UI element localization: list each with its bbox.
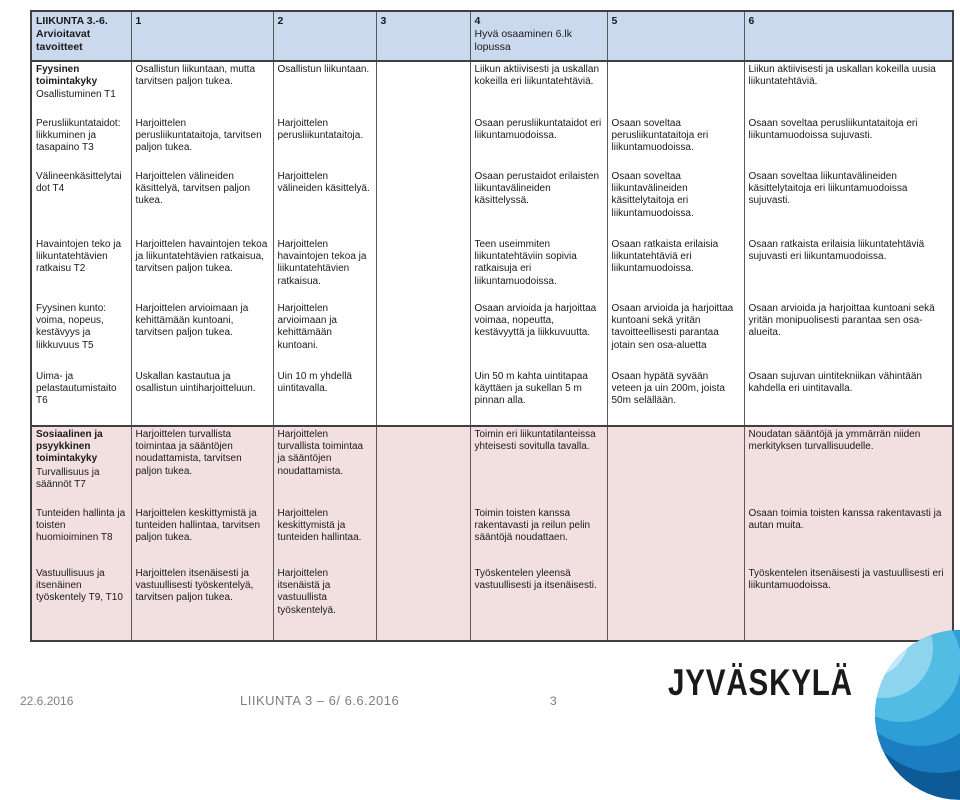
table-cell: Harjoittelen itsenäisesti ja vastuullisesti työskentelyä, tarvitsen paljon tukea. (131, 566, 273, 641)
jyvaskyla-logo-text: JYVÄSKYLÄ (668, 662, 853, 703)
table-header-row (31, 11, 953, 61)
table-cell (607, 566, 744, 641)
objective-label-cell (31, 169, 131, 237)
table-cell: Liikun aktiivisesti ja uskallan kokeilla eri liikuntatehtäviä. (470, 61, 607, 116)
table-cell: Uin 50 m kahta uintitapaa käyttäen ja sukellan 5 m pinnan alla. (470, 369, 607, 426)
header-grade-4-number: 4 (474, 15, 481, 27)
table-row (31, 369, 953, 426)
footer-slide-title: LIIKUNTA 3 – 6/ 6.6.2016 (240, 693, 400, 708)
objective-label: Uima- ja pelastautumistaito T6 (36, 371, 117, 407)
table-cell: Osallistun liikuntaan, mutta tarvitsen paljon tukea. (131, 61, 273, 116)
table-row (31, 61, 953, 116)
table-cell: Osallistun liikuntaan. (273, 61, 376, 116)
page-number: 3 (550, 694, 557, 708)
assessment-table (30, 10, 954, 642)
table-cell: Osaan perusliikuntataidot eri liikuntamuodoissa. (470, 116, 607, 169)
header-grade-5: 5 (607, 11, 744, 61)
table-cell: Osaan soveltaa perusliikuntataitoja eri liikuntamuodoissa sujuvasti. (744, 116, 953, 169)
header-grade-1: 1 (131, 11, 273, 61)
table-cell: Harjoittelen arvioimaan ja kehittämään kuntoani, tarvitsen paljon tukea. (131, 301, 273, 369)
table-row (31, 116, 953, 169)
section-title-social: Sosiaalinen ja psyykkinen toimintakyky (36, 429, 103, 465)
table-cell: Työskentelen itsenäisesti ja vastuullisesti eri liikuntamuodoissa. (744, 566, 953, 641)
objective-label: Fyysinen kunto: voima, nopeus, kestävyys ja liikkuvuus T5 (36, 303, 107, 351)
table-cell (607, 426, 744, 506)
table-cell: Harjoittelen perusliikuntataitoja. (273, 116, 376, 169)
table-cell: Osaan arvioida ja harjoittaa voimaa, nopeutta, kestävyyttä ja liikkuvuutta. (470, 301, 607, 369)
table-row (31, 506, 953, 566)
table-cell: Osaan soveltaa liikuntavälineiden käsittelytaitoja eri liikuntamuodoissa sujuvasti. (744, 169, 953, 237)
table-cell: Harjoittelen välineiden käsittelyä, tarvitsen paljon tukea. (131, 169, 273, 237)
table-row (31, 301, 953, 369)
objective-label-cell (31, 566, 131, 641)
table-cell: Harjoittelen keskittymistä ja tunteiden hallintaa. (273, 506, 376, 566)
table-cell: Harjoittelen perusliikuntataitoja, tarvitsen paljon tukea. (131, 116, 273, 169)
header-grade-4-subtitle: Hyvä osaaminen 6.lk lopussa (474, 27, 572, 53)
objective-label: Osallistuminen T1 (36, 89, 116, 101)
table-cell: Osaan arvioida ja harjoittaa kuntoani sekä yritän monipuolisesti parantaa sen osa-alueita. (744, 301, 953, 369)
objective-label: Havaintojen teko ja liikuntatehtävien ratkaisu T2 (36, 239, 122, 275)
table-cell: Uin 10 m yhdellä uintitavalla. (273, 369, 376, 426)
table-cell: Liikun aktiivisesti ja uskallan kokeilla uusia liikuntatehtäviä. (744, 61, 953, 116)
objective-label: Vastuullisuus ja itsenäinen työskentely T9, T10 (36, 568, 123, 604)
objective-label-cell (31, 506, 131, 566)
header-grade-6: 6 (744, 11, 953, 61)
table-cell: Osaan toimia toisten kanssa rakentavasti ja autan muita. (744, 506, 953, 566)
table-cell: Harjoittelen keskittymistä ja tunteiden hallintaa, tarvitsen paljon tukea. (131, 506, 273, 566)
header-grade-2: 2 (273, 11, 376, 61)
table-cell: Harjoittelen itsenäistä ja vastuullista työskentelyä. (273, 566, 376, 641)
table-cell: Työskentelen yleensä vastuullisesti ja itsenäisesti. (470, 566, 607, 641)
objective-label-cell (31, 301, 131, 369)
table-row (31, 566, 953, 641)
table-row (31, 426, 953, 506)
table-cell: Osaan arvioida ja harjoittaa kuntoani sekä yritän tavoitteellisesti parantaa jotain sen osa-aluetta (607, 301, 744, 369)
section-title-physical: Fyysinen toimintakyky (36, 64, 98, 88)
table-cell: Harjoittelen arvioimaan ja kehittämään kuntoani. (273, 301, 376, 369)
table-cell (376, 237, 470, 301)
table-cell (376, 426, 470, 506)
table-cell: Osaan perustaidot erilaisten liikuntavälineiden käsittelyssä. (470, 169, 607, 237)
table-cell (607, 61, 744, 116)
table-cell: Harjoittelen turvallista toimintaa ja sääntöjen noudattamista, tarvitsen paljon tukea. (131, 426, 273, 506)
table-cell (376, 506, 470, 566)
table-cell: Harjoittelen havaintojen tekoa ja liikuntatehtävien ratkaisua. (273, 237, 376, 301)
table-cell: Uskallan kastautua ja osallistun uintiharjoitteluun. (131, 369, 273, 426)
table-cell (376, 566, 470, 641)
table-cell: Noudatan sääntöjä ja ymmärrän niiden merkityksen turvallisuudelle. (744, 426, 953, 506)
header-grade-4 (470, 11, 607, 61)
table-cell: Toimin eri liikuntatilanteissa yhteisesti sovitulla tavalla. (470, 426, 607, 506)
objective-label-cell (31, 426, 131, 506)
table-cell: Osaan sujuvan uintitekniikan vähintään kahdella eri uintitavalla. (744, 369, 953, 426)
table-row (31, 169, 953, 237)
table-cell (376, 61, 470, 116)
table-cell: Osaan hypätä syvään veteen ja uin 200m, joista 50m selällään. (607, 369, 744, 426)
objective-label-cell (31, 369, 131, 426)
header-grade-3: 3 (376, 11, 470, 61)
jyvaskyla-logo-sphere-icon (875, 630, 960, 800)
table-cell: Harjoittelen turvallista toimintaa ja sääntöjen noudattamista. (273, 426, 376, 506)
table-cell (607, 506, 744, 566)
objective-label: Välineenkäsittelytaidot T4 (36, 171, 122, 195)
table-cell: Osaan ratkaista erilaisia liikuntatehtäviä eri liikuntamuodoissa. (607, 237, 744, 301)
objective-label: Turvallisuus ja säännöt T7 (36, 466, 100, 490)
table-cell: Toimin toisten kanssa rakentavasti ja reilun pelin sääntöjä noudattaen. (470, 506, 607, 566)
objective-label-cell (31, 237, 131, 301)
header-objectives-label: LIIKUNTA 3.-6. Arvioitavat tavoitteet (31, 11, 131, 61)
table-cell: Harjoittelen havaintojen tekoa ja liikuntatehtävien ratkaisua, tarvitsen paljon tukea. (131, 237, 273, 301)
table-cell: Teen useimmiten liikuntatehtäviin sopivia ratkaisuja eri liikuntamuodoissa. (470, 237, 607, 301)
footer-date: 22.6.2016 (20, 694, 74, 708)
objective-label-cell (31, 61, 131, 116)
table-cell (376, 169, 470, 237)
table-cell: Osaan ratkaista erilaisia liikuntatehtäviä sujuvasti eri liikuntamuodoissa. (744, 237, 953, 301)
table-cell: Osaan soveltaa liikuntavälineiden käsittelytaitoja eri liikuntamuodoissa. (607, 169, 744, 237)
table-row (31, 237, 953, 301)
table-cell: Harjoittelen välineiden käsittelyä. (273, 169, 376, 237)
objective-label: Tunteiden hallinta ja toisten huomioiminen T8 (36, 508, 126, 544)
table-cell (376, 116, 470, 169)
table-cell: Osaan soveltaa perusliikuntataitoja eri liikuntamuodoissa. (607, 116, 744, 169)
objective-label: Perusliikuntataidot: liikkuminen ja tasapaino T3 (36, 118, 121, 154)
objective-label-cell (31, 116, 131, 169)
table-cell (376, 369, 470, 426)
table-cell (376, 301, 470, 369)
